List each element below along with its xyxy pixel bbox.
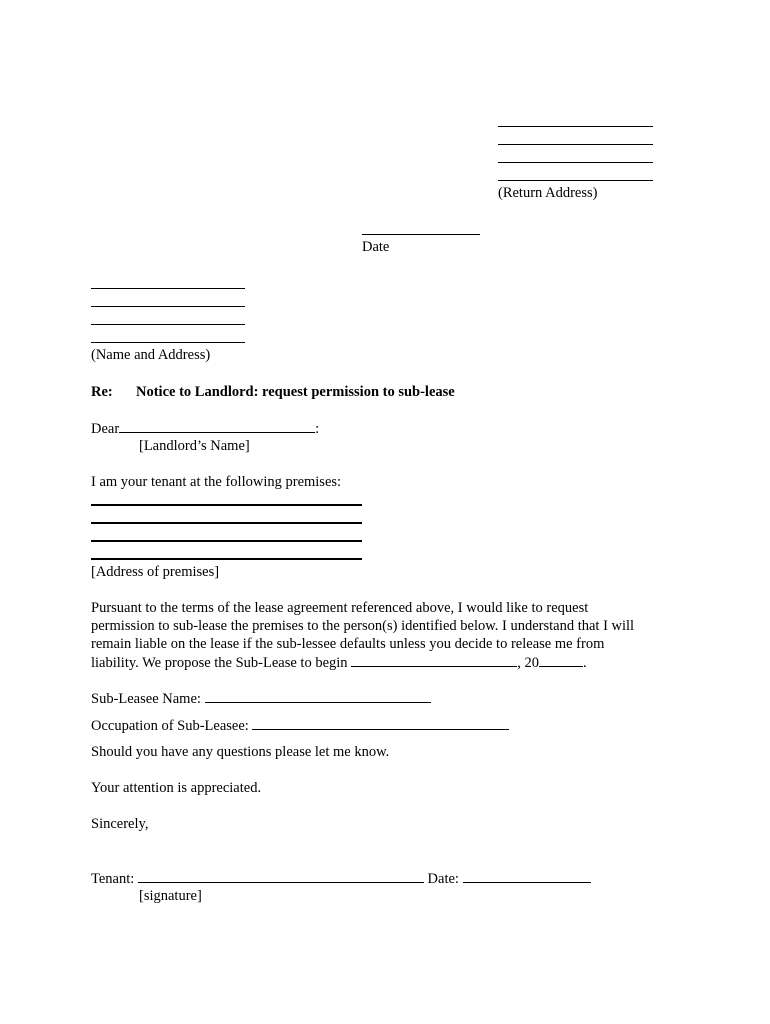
signature-date-blank [463,869,591,883]
sublease-year-blank [539,653,583,667]
sublease-start-date-blank [351,653,517,667]
recipient-line-1 [91,288,245,289]
recipient-line-4 [91,342,245,343]
tenant-label: Tenant: [91,871,135,887]
sublessee-name-field [91,689,431,708]
body-line-3: remain liable on the lease if the sub-lessee defaults unless you decide to release me from [91,636,605,652]
signature-label: [signature] [139,888,202,904]
recipient-label: (Name and Address) [91,347,211,363]
return-address-line-3 [498,162,653,163]
premises-label: [Address of premises] [91,564,220,580]
date-line [362,234,480,235]
subject-re: Re: [91,384,113,400]
premises-line-2 [91,522,362,524]
attention-text: Your attention is appreciated. [91,780,262,796]
body-line-4-prefix: liability. We propose the Sub-Lease to begin [91,655,348,671]
subject-text: Notice to Landlord: request permission to sub-lease [136,384,455,400]
landlord-name-label: [Landlord’s Name] [139,438,250,454]
salutation-colon: : [315,421,320,437]
sublessee-name-blank [205,689,431,703]
questions-text: Should you have any questions please let me know. [91,744,390,760]
premises-intro: I am your tenant at the following premises: [91,474,342,490]
return-address-line-2 [498,144,653,145]
body-paragraph [91,599,671,672]
sublessee-name-label: Sub-Leasee Name: [91,691,201,707]
body-line-4-year: , 20 [517,655,539,671]
return-address-label: (Return Address) [498,185,598,201]
salutation-line [91,419,319,438]
dear-text: Dear [91,421,120,437]
signature-line [91,869,591,888]
body-line-2: permission to sub-lease the premises to the person(s) identified below. I understand that I will [91,618,635,634]
recipient-line-3 [91,324,245,325]
date-label: Date [362,239,390,255]
return-address-line-1 [498,126,653,127]
tenant-signature-blank [138,869,424,883]
sincerely-text: Sincerely, [91,816,149,832]
signature-date-label: Date: [427,871,459,887]
body-line-4 [91,653,671,672]
occupation-blank [252,716,509,730]
landlord-name-blank [119,419,315,433]
return-address-line-4 [498,180,653,181]
body-line-1: Pursuant to the terms of the lease agreement referenced above, I would like to request [91,600,589,616]
premises-line-4 [91,558,362,560]
body-line-4-end: . [582,655,587,671]
premises-line-3 [91,540,362,542]
recipient-line-2 [91,306,245,307]
occupation-label: Occupation of Sub-Leasee: [91,718,249,734]
occupation-field [91,716,509,735]
premises-line-1 [91,504,362,506]
